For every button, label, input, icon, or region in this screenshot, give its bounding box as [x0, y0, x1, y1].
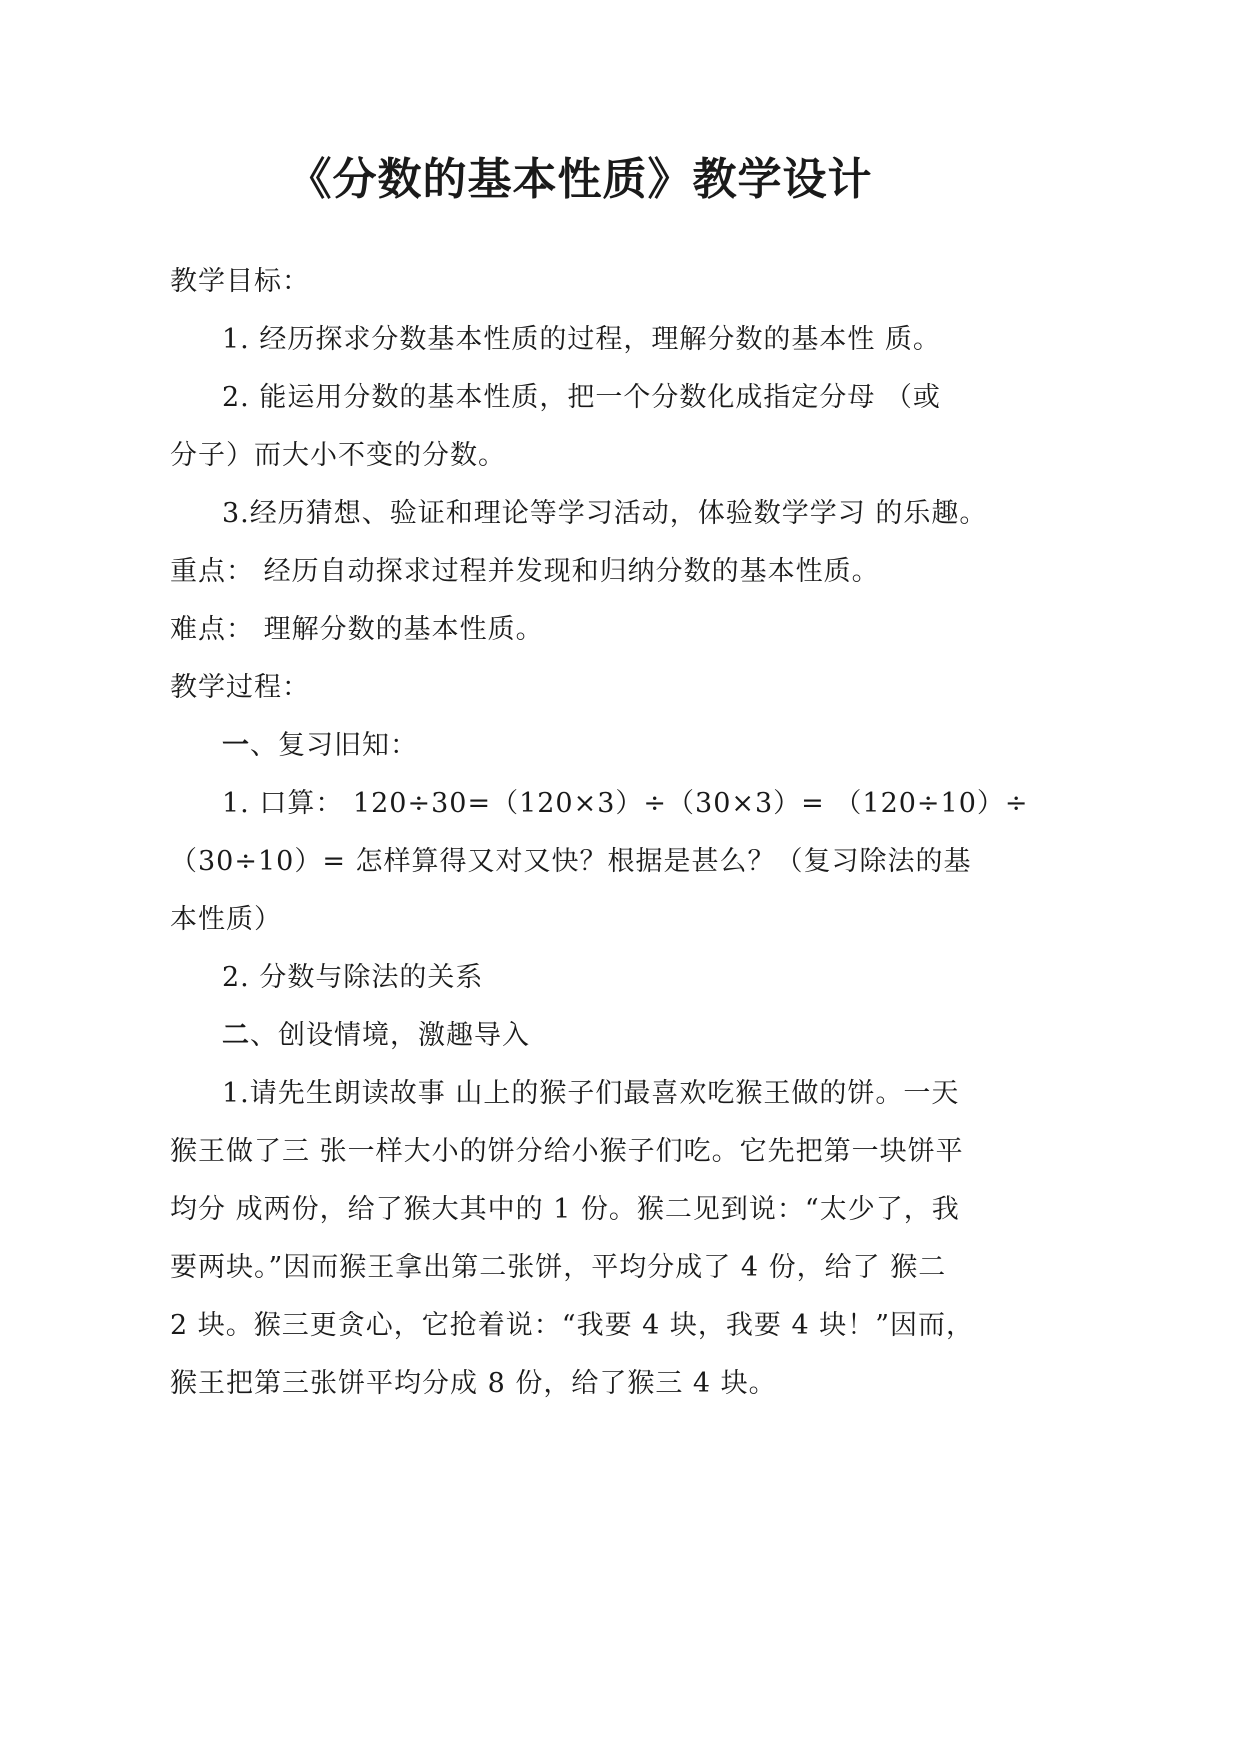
objectives-heading: 教学目标： — [170, 266, 310, 297]
key-point: 重点： 经历自动探求过程并发现和归纳分数的基本性质。 — [170, 556, 880, 587]
process-heading: 教学过程： — [170, 672, 310, 703]
section-1-item-1-line-1: 1. 口算： 120÷30=（120×3）÷（30×3）= （120÷10）÷ — [222, 788, 1029, 819]
story-line-4: 要两块。”因而猴王拿出第二张饼，平均分成了 4 份，给了 猴二 — [170, 1252, 947, 1283]
document-title: 《分数的基本性质》教学设计 — [287, 154, 873, 205]
section-1-item-1-line-2: （30÷10）= 怎样算得又对又快？根据是甚么？（复习除法的基 — [170, 846, 972, 877]
section-2-numeral: 二 — [222, 1020, 250, 1051]
story-line-3: 均分 成两份，给了猴大其中的 1 份。猴二见到说：“太少了，我 — [170, 1194, 960, 1225]
section-1-item-1-line-3: 本性质） — [170, 904, 282, 935]
section-1-heading-text: 、复习旧知： — [250, 730, 418, 761]
section-1-item-2: 2. 分数与除法的关系 — [222, 962, 484, 993]
objective-item-2-line-2: 分子）而大小不变的分数。 — [170, 440, 506, 471]
objective-item-3: 3.经历猜想、验证和理论等学习活动，体验数学学习 的乐趣。 — [222, 498, 988, 529]
objective-item-2-line-1: 2. 能运用分数的基本性质，把一个分数化成指定分母 （或 — [222, 382, 941, 413]
section-2-heading-text: 、创设情境，激趣导入 — [250, 1020, 530, 1051]
story-line-5: 2 块。猴三更贪心，它抢着说：“我要 4 块，我要 4 块！”因而， — [170, 1310, 975, 1341]
difficulty: 难点： 理解分数的基本性质。 — [170, 614, 544, 645]
story-line-2: 猴王做了三 张一样大小的饼分给小猴子们吃。它先把第一块饼平 — [170, 1136, 964, 1167]
section-2-heading — [222, 1016, 530, 1056]
section-1-numeral: 一 — [222, 730, 250, 761]
section-1-heading — [222, 726, 418, 766]
story-line-1: 1.请先生朗读故事 山上的猴子们最喜欢吃猴王做的饼。一天 — [222, 1078, 960, 1109]
story-line-6: 猴王把第三张饼平均分成 8 份，给了猴三 4 块。 — [170, 1368, 777, 1399]
objective-item-1: 1. 经历探求分数基本性质的过程，理解分数的基本性 质。 — [222, 324, 941, 355]
